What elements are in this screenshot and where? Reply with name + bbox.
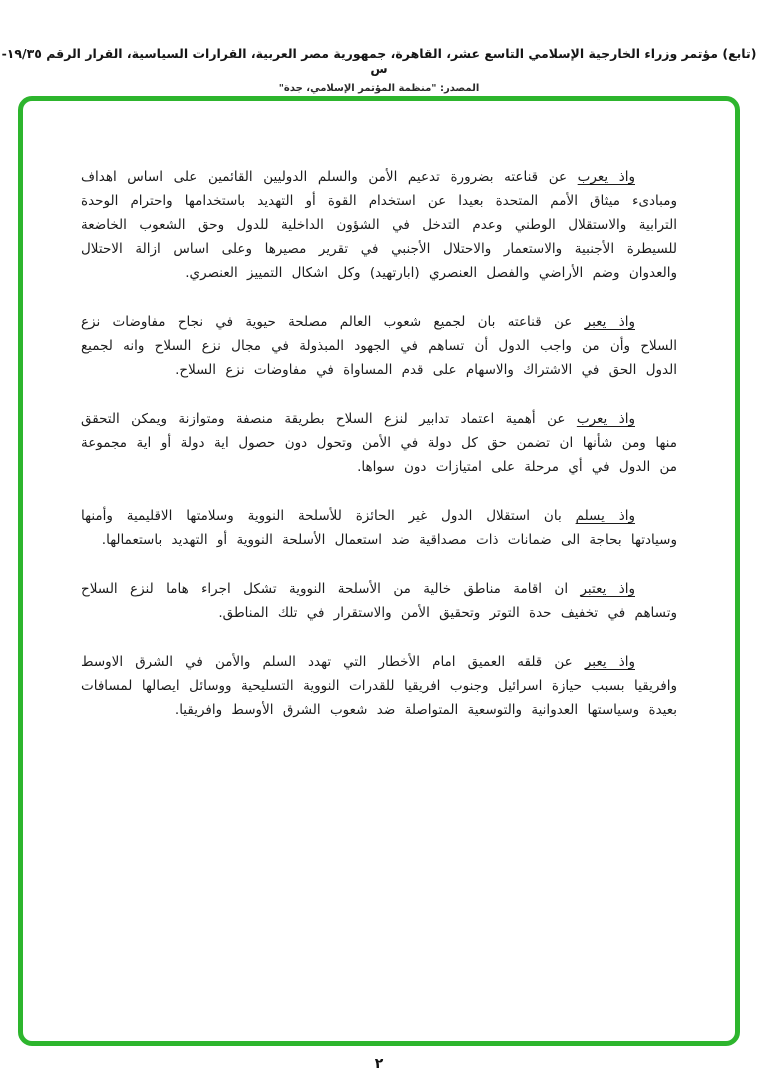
header-title: (تابع) مؤتمر وزراء الخارجية الإسلامي التاسع عشر، القاهرة، جمهورية مصر العربية، القرارات السياسية، القرار الرقم ١٩/٣٥-س [1,46,757,76]
paragraph-text: بان استقلال الدول غير الحائزة للأسلحة النووية وسلامتها الاقليمية وأمنها وسيادتها بحاجة الى ضمانات ذات مصداقية ضد استعمال الأسلحة النووية أو التهديد باستعمالها. [81,508,677,548]
paragraph-text: عن قلقه العميق امام الأخطار التي تهدد السلم والأمن في الشرق الاوسط وافريقيا بسبب حيازة اسرائيل وجنوب افريقيا للقدرات النووية التسليحية ووسائل ايصالها لمسافات بعيدة وسياستها العدوانية والتوسعية المتواصلة ضد شعوب الشرق الأوسط وافريقيا. [81,654,677,718]
paragraph-text: ان اقامة مناطق خالية من الأسلحة النووية تشكل اجراء هاما لنزع السلاح وتساهم في تخفيف حدة التوتر وتحقيق الأمن والاستقرار في تلك المناطق. [81,581,677,621]
paragraph-lead: واذ يعبر [584,654,635,670]
paragraph [81,650,677,722]
paragraph-lead: واذ يعرب [576,411,635,427]
paragraph-lead: واذ يسلم [575,508,636,524]
paragraph-text: عن قناعته بضرورة تدعيم الأمن والسلم الدوليين القائمين على اساس اهداف ومبادىء ميثاق الأمم المتحدة بعيدا عن استخدام القوة أو التهديد باستخدامها واحترام الوحدة الترابية والاستقلال الوطني وعدم التدخل في الشؤون الداخلية للدول وحق الشعوب الخاضعة للسيطرة الأجنبية والاستعمار والاحتلال الأجنبي في تقرير مصيرها وعلى اساس ازالة الاحتلال والعدوان وضم الأراضي والفصل العنصري (ابارتهيد) وكل اشكال التمييز العنصري. [81,169,677,281]
paragraph [81,407,677,479]
page-number: ٢ [374,1056,384,1072]
document-header [0,0,758,94]
paragraph-lead: واذ يعبر [584,314,635,330]
paragraph-lead: واذ يعرب [577,169,635,185]
header-source: المصدر: "منظمة المؤتمر الإسلامي، جدة" [278,83,480,94]
green-border-frame [18,96,740,1046]
paragraph [81,310,677,382]
paragraph-text: عن قناعته بان لجميع شعوب العالم مصلحة حيوية في نجاح مفاوضات نزع السلاح وأن من واجب الدول أن تساهم في الجهود المبذولة في مجال نزع السلاح وانه لجميع الدول الحق في الاشتراك والاسهام على قدم المساواة في مفاوضات نزع السلاح. [81,314,677,378]
document-body [81,165,677,722]
paragraph [81,577,677,625]
paragraph-lead: واذ يعتبر [580,581,635,597]
paragraph [81,504,677,552]
paragraph [81,165,677,285]
paragraph-text: عن أهمية اعتماد تدابير لنزع السلاح بطريقة منصفة ومتوازنة ويمكن التحقق منها ومن شأنها ان تضمن حق كل دولة في الأمن وتحول دون حصول اية دولة أو اية مجموعة من الدول في أي مرحلة على امتيازات دون سواها. [81,411,677,475]
